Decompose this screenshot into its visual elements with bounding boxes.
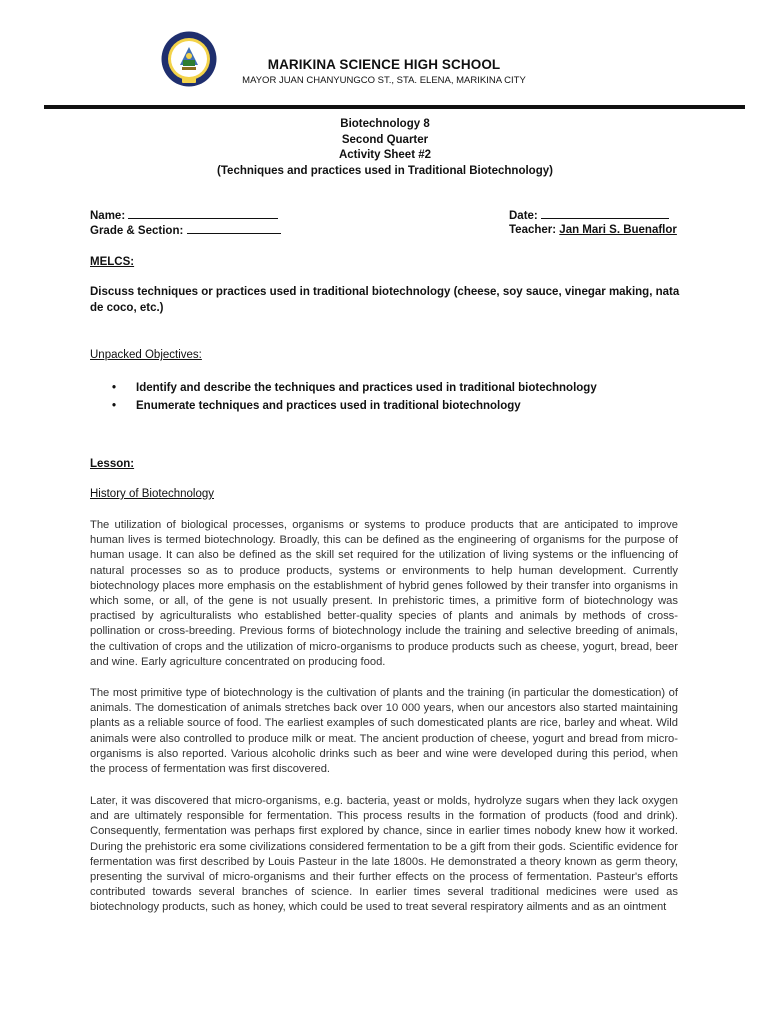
grade-section-blank[interactable]: [187, 223, 281, 234]
date-label: Date:: [509, 210, 538, 222]
objectives-heading: Unpacked Objectives:: [90, 349, 202, 361]
lesson-subheading: History of Biotechnology: [90, 488, 215, 500]
list-item: • Identify and describe the techniques and practices used in traditional biotechnology: [110, 379, 670, 397]
melcs-text: Discuss techniques or practices used in traditional biotechnology (cheese, soy sauce, vinegar making, nata de coco, etc.): [90, 286, 680, 314]
name-blank[interactable]: [128, 208, 278, 219]
title-block: [90, 117, 680, 179]
school-name: MARIKINA SCIENCE HIGH SCHOOL: [267, 57, 501, 72]
teacher-field: [509, 223, 677, 239]
header-divider: [44, 105, 745, 109]
melcs-heading: MELCS:: [90, 256, 135, 268]
name-label: Name:: [90, 210, 126, 222]
date-blank[interactable]: [541, 208, 669, 219]
teacher-label: Teacher:: [509, 224, 557, 236]
lesson-paragraph-1: The utilization of biological processes, organisms or systems to produce products that are anticipated to improve human lives is termed biotechnology. Broadly, this can be defined as the engineering of organisms for the purpose of human usage. It can also be defined as the skill set required for the utilization of living systems or the influencing of natural processes so as to produce products, systems or environments to help human development. Currently biotechnology places more emphasis on the establishment of hybrid genes followed by their transfer into organisms in which some, or all, of the gene is not usually present. In prehistoric times, a primitive form of biotechnology was practised by agriculturalists who established better-quality species of plants and animals by methods of cross-pollination or cross-breeding. Previous forms of biotechnology include the training and selective breeding of animals, the cultivation of crops and the utilization of micro-organisms to produce products such as cheese, yogurt, bread, beer and wine. Early agriculture concentrated on producing food.: [90, 519, 678, 668]
objectives-list: [110, 379, 670, 415]
grade-section-field: [90, 223, 281, 240]
school-address: MAYOR JUAN CHANYUNGCO ST., STA. ELENA, MARIKINA CITY: [242, 75, 526, 86]
school-seal-icon: [160, 30, 218, 88]
subject-title: Biotechnology 8: [340, 118, 430, 130]
teacher-name: Jan Mari S. Buenaflor: [559, 224, 677, 236]
list-item: • Enumerate techniques and practices used in traditional biotechnology: [110, 397, 670, 415]
lesson-heading: Lesson:: [90, 458, 135, 470]
quarter-title: Second Quarter: [341, 133, 429, 146]
lesson-paragraph-2: The most primitive type of biotechnology is the cultivation of plants and the training (in particular the domestication) of animals. The domestication of animals stretches back over 10 000 years, when our ancestors also started maintaining plants as a reliable source of food. The earliest examples of such domesticated plants are rice, barley and wheat. Wild animals were also controlled to produce milk or meat. The ancient production of cheese, yogurt and bread from micro-organisms is also reported. Various alcoholic drinks such as beer and wine were developed during this period, when the process of fermentation was first discovered.: [90, 687, 678, 776]
topic-title: (Techniques and practices used in Traditional Biotechnology): [217, 164, 553, 177]
lesson-paragraph-3: Later, it was discovered that micro-organisms, e.g. bacteria, yeast or molds, hydrolyze sugars when they lack oxygen and are ultimately responsible for fermentation. This process results in the formation of products (food and drink). Consequently, fermentation was perhaps first explored by chance, since in earlier times nobody knew how it worked. During the prehistoric era some civilizations considered fermentation to be a gift from their gods. Scientific evidence for fermentation was first described by Louis Pasteur in the late 1800s. He demonstrated a theory known as germ theory, presenting the survival of micro-organisms and their further effects on the process of fermentation. Pasteur's efforts contributed towards several branches of science. In earlier times several traditional medicines were used as biotechnology products, such as honey, which could be used to treat several respiratory ailments and as an ointment: [90, 795, 678, 914]
activity-title: Activity Sheet #2: [338, 149, 432, 161]
grade-section-label: Grade & Section:: [90, 225, 184, 237]
